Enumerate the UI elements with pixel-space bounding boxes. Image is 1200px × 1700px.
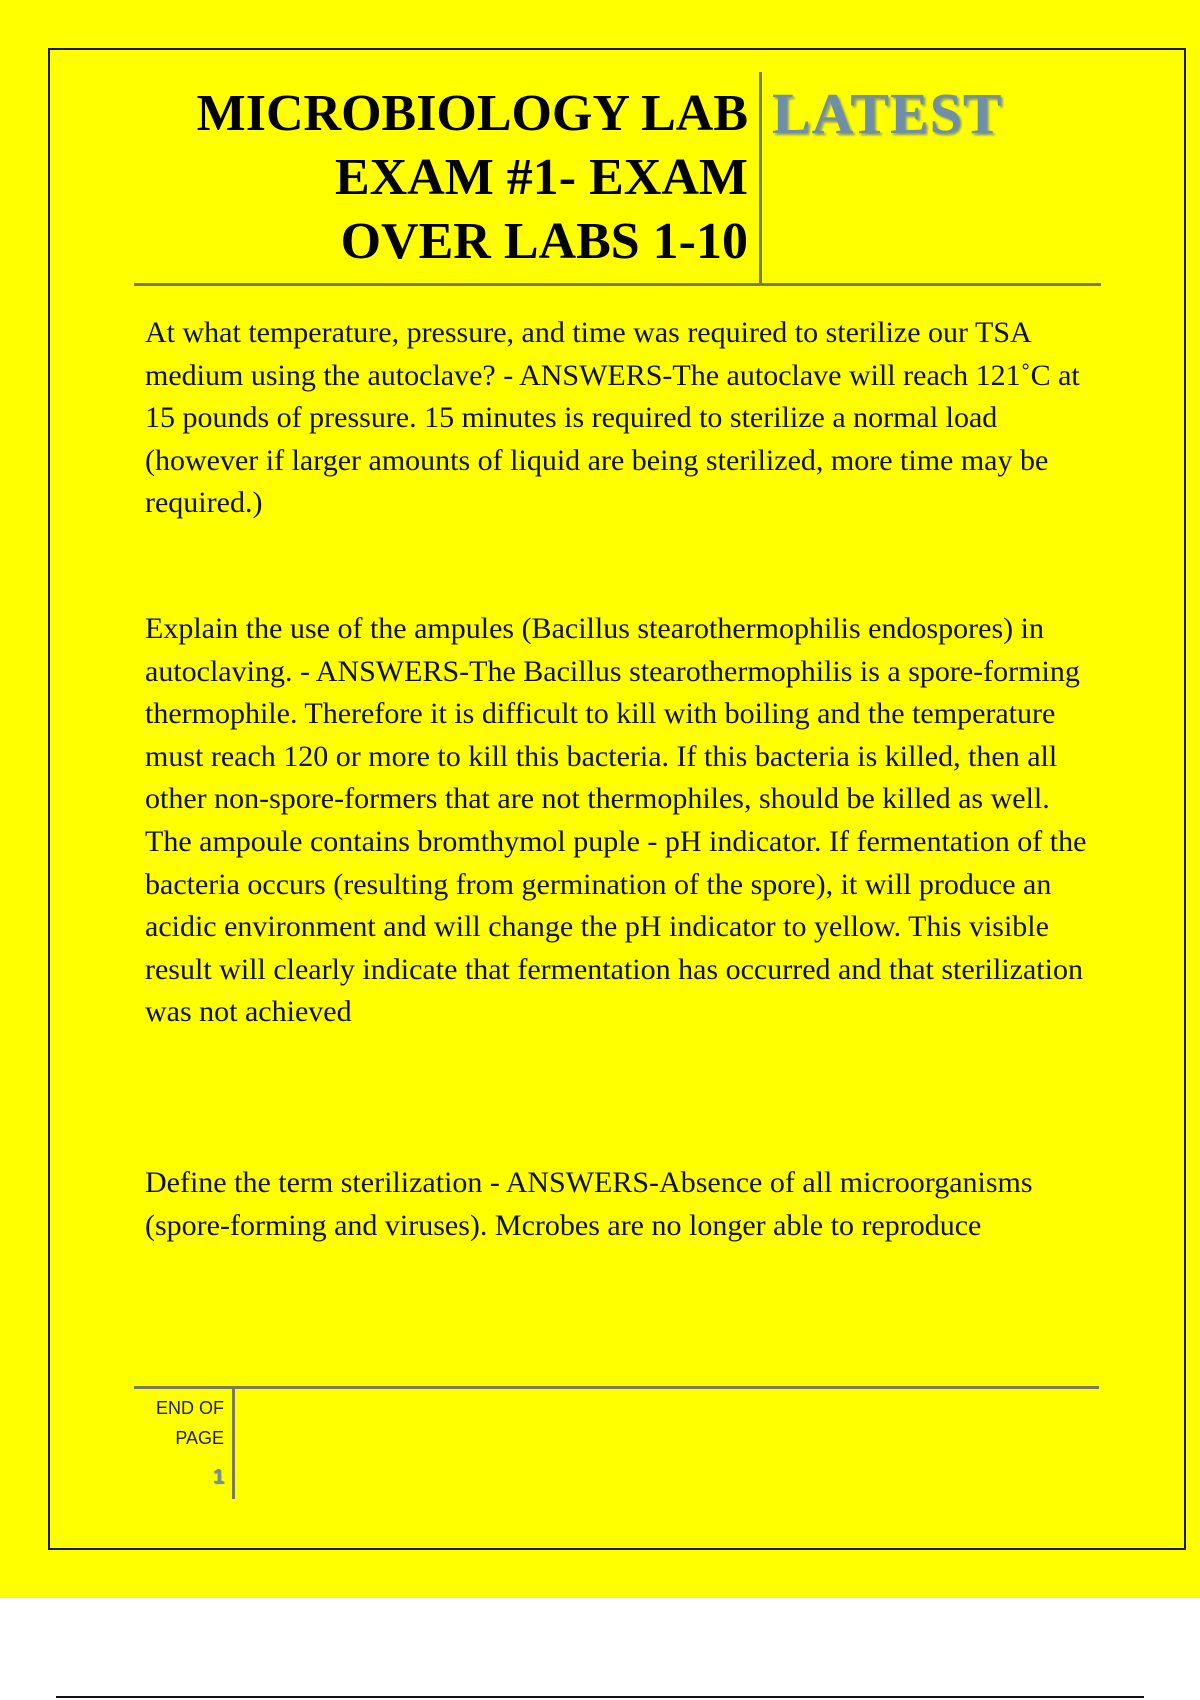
header-divider-horizontal: [134, 283, 1101, 286]
end-of-page-line-2: PAGE: [175, 1428, 224, 1448]
bottom-rule: [56, 1696, 1144, 1698]
qa-paragraph-autoclave-conditions: At what temperature, pressure, and time was required to sterilize our TSA medium using the autoclave? - ANSWERS-The autoclave will reach 121˚C at 15 pounds of pressure. 15 minutes is required to sterilize a normal load (however if larger amounts of liquid are being sterilized, more time may be required.): [145, 316, 1080, 520]
end-of-page-label: [140, 1393, 224, 1453]
qa-paragraph-ampules: Explain the use of the ampules (Bacillus stearothermophilis endospores) in autoclaving. - ANSWERS-The Bacillus stearothermophilis is a spore-forming thermophile. Therefore it is difficult to kill with boiling and the temperature must reach 120 or more to kill this bacteria. If this bacteria is killed, then all other non-spore-formers that are not thermophiles, should be killed as well. The ampoule contains bromthymol puple - pH indicator. If fermentation of the bacteria occurs (resulting from germination of the spore), it will produce an acidic environment and will change the pH indicator to yellow. This visible result will clearly indicate that fermentation has occurred and that sterilization was not achieved: [145, 612, 1087, 1029]
title-line-2: EXAM #1- EXAM: [334, 149, 748, 206]
footer-divider-vertical: [232, 1389, 235, 1499]
qa-paragraph-sterilization: Define the term sterilization - ANSWERS-Absence of all microorganisms (spore-forming and viruses). Mcrobes are no longer able to reproduce: [145, 1166, 1033, 1242]
document-title: [120, 82, 748, 274]
end-of-page-line-1: END OF: [155, 1398, 224, 1418]
header-divider-vertical: [759, 72, 762, 284]
footer-divider-horizontal: [134, 1386, 1099, 1389]
latest-label: LATEST: [772, 81, 1003, 146]
title-line-1: MICROBIOLOGY LAB: [196, 85, 748, 142]
page-number: 1: [212, 1466, 224, 1488]
title-line-3: OVER LABS 1-10: [340, 213, 748, 270]
